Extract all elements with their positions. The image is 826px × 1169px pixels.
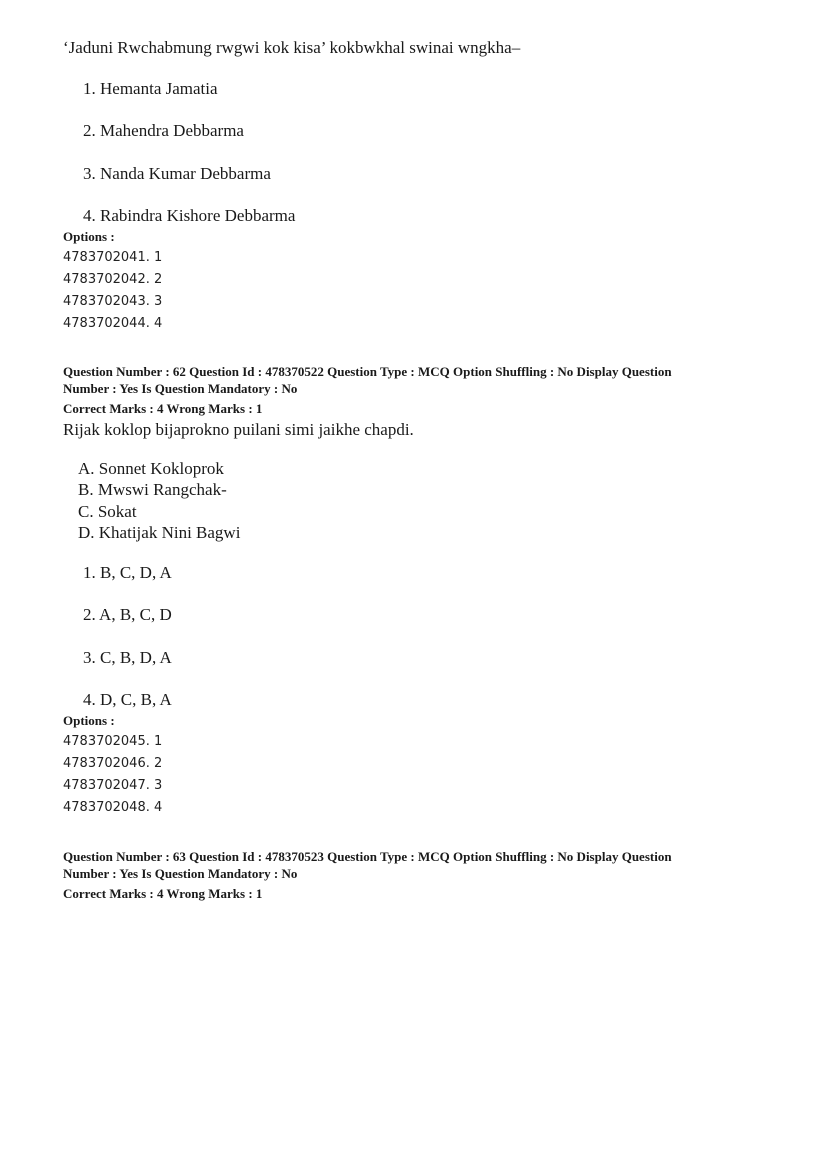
q63-meta-line-1: Question Number : 63 Question Id : 478370523 Question Type : MCQ Option Shuffling : No Display Question	[63, 849, 672, 864]
q62-option-id-2: 4783702046. 2	[63, 756, 163, 771]
q61-option-id-4: 4783702044. 4	[63, 316, 163, 331]
q61-choice-4: 4. Rabindra Kishore Debbarma	[83, 206, 296, 225]
q62-item-b: B. Mwswi Rangchak-	[78, 480, 227, 499]
q63-meta-line-2: Number : Yes Is Question Mandatory : No	[63, 866, 298, 881]
q62-meta-line-1: Question Number : 62 Question Id : 478370522 Question Type : MCQ Option Shuffling : No Display Question	[63, 364, 672, 379]
q62-option-id-1: 4783702045. 1	[63, 734, 163, 749]
q62-item-a: A. Sonnet Kokloprok	[78, 459, 224, 478]
q62-item-c: C. Sokat	[78, 502, 137, 521]
question-62-text: Rijak koklop bijaprokno puilani simi jaikhe chapdi.	[63, 420, 414, 439]
q61-options-label: Options :	[63, 229, 115, 244]
q62-option-id-4: 4783702048. 4	[63, 800, 163, 815]
q62-option-id-3: 4783702047. 3	[63, 778, 163, 793]
q62-choice-3: 3. C, B, D, A	[83, 648, 172, 667]
q61-option-id-2: 4783702042. 2	[63, 272, 163, 287]
q62-marks: Correct Marks : 4 Wrong Marks : 1	[63, 401, 263, 416]
q61-choice-1: 1. Hemanta Jamatia	[83, 79, 218, 98]
q62-choice-2: 2. A, B, C, D	[83, 605, 172, 624]
q61-choice-3: 3. Nanda Kumar Debbarma	[83, 164, 271, 183]
q61-choice-2: 2. Mahendra Debbarma	[83, 121, 244, 140]
q61-option-id-3: 4783702043. 3	[63, 294, 163, 309]
q62-options-label: Options :	[63, 713, 115, 728]
q62-meta-line-2: Number : Yes Is Question Mandatory : No	[63, 381, 298, 396]
q62-item-d: D. Khatijak Nini Bagwi	[78, 523, 241, 542]
question-61-text: ‘Jaduni Rwchabmung rwgwi kok kisa’ kokbwkhal swinai wngkha–	[63, 38, 521, 57]
q61-option-id-1: 4783702041. 1	[63, 250, 163, 265]
q63-marks: Correct Marks : 4 Wrong Marks : 1	[63, 886, 263, 901]
q62-choice-4: 4. D, C, B, A	[83, 690, 172, 709]
q62-choice-1: 1. B, C, D, A	[83, 563, 172, 582]
